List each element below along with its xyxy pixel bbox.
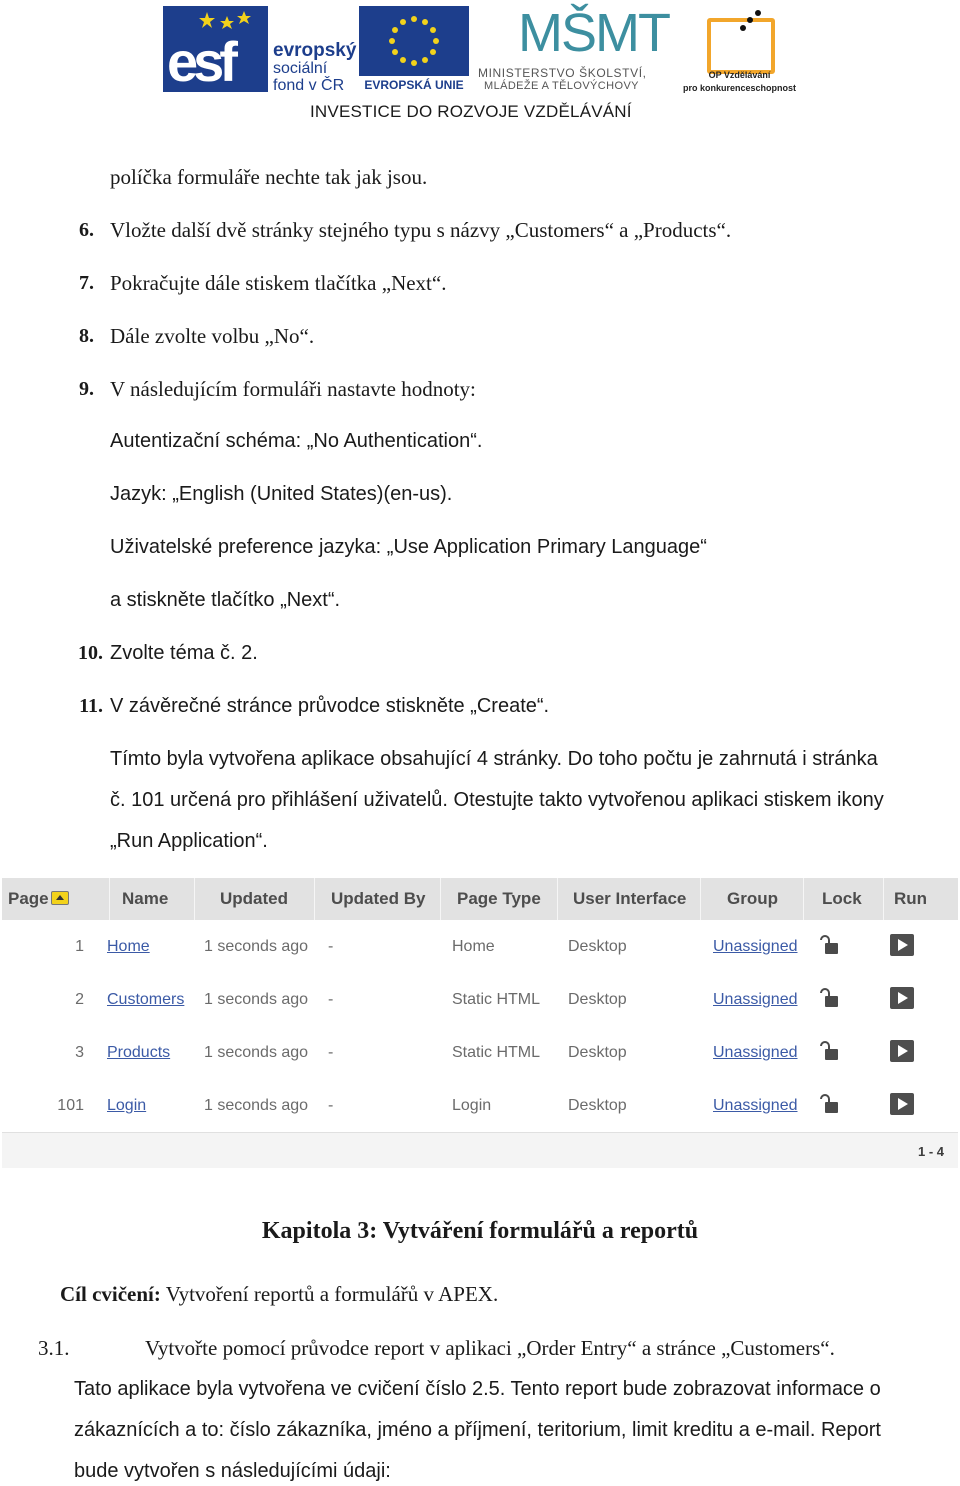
cell-group-link[interactable]: Unassigned xyxy=(713,1097,798,1114)
step-9-press-next: a stiskněte tlačítko „Next“. xyxy=(110,589,341,611)
eu-label: EVROPSKÁ UNIE xyxy=(364,78,464,92)
column-header-updated[interactable]: Updated xyxy=(195,878,315,920)
dots-icon xyxy=(737,6,767,36)
cell-updated: 1 seconds ago xyxy=(204,991,309,1008)
step-9-auth-scheme: Autentizační schéma: „No Authentication“. xyxy=(110,430,483,452)
cell-updated: 1 seconds ago xyxy=(204,1044,309,1061)
step-11-number: 11. xyxy=(79,695,103,717)
table-header xyxy=(2,878,958,921)
cell-updated-by: - xyxy=(328,991,334,1008)
padlock-icon[interactable] xyxy=(818,934,840,956)
exercise-goal-label: Cíl cvičení: xyxy=(60,1282,161,1306)
cell-updated-by: - xyxy=(328,938,334,955)
column-header-group[interactable]: Group xyxy=(701,878,804,920)
step-7-text: Pokračujte dále stiskem tlačítka „Next“. xyxy=(110,271,447,295)
cell-group-link[interactable]: Unassigned xyxy=(713,1044,798,1061)
step-6-text: Vložte další dvě stránky stejného typu s názvy „Customers“ a „Products“. xyxy=(110,218,732,242)
eu-logo xyxy=(359,6,469,92)
cell-updated-by: - xyxy=(328,1044,334,1061)
step-9-language: Jazyk: „English (United States)(en-us). xyxy=(110,483,453,505)
cell-user-interface: Desktop xyxy=(568,1097,627,1114)
chapter-title: Kapitola 3: Vytváření formulářů a reportů xyxy=(261,1218,699,1244)
cell-updated-by: - xyxy=(328,1097,334,1114)
cell-updated: 1 seconds ago xyxy=(204,1097,309,1114)
column-header-user-interface[interactable]: User Interface xyxy=(558,878,701,920)
pagination-range: 1 - 4 xyxy=(917,1144,944,1159)
table-row xyxy=(2,1079,958,1133)
exercise-goal xyxy=(60,1281,498,1307)
step-9-language-preference: Uživatelské preference jazyka: „Use Application Primary Language“ xyxy=(110,536,707,558)
column-header-run[interactable]: Run xyxy=(894,889,928,908)
step-11-paragraph-line-3: „Run Application“. xyxy=(110,830,268,852)
cell-name-link[interactable]: Products xyxy=(107,1044,171,1061)
column-header-page-type[interactable]: Page Type xyxy=(441,878,558,920)
column-header-lock[interactable]: Lock xyxy=(804,878,884,920)
step-7-number: 7. xyxy=(79,272,94,294)
cell-name-link[interactable]: Customers xyxy=(107,991,185,1008)
section-number: 3.1. xyxy=(38,1336,70,1360)
cell-page: 101 xyxy=(57,1097,84,1114)
column-header-name[interactable]: Name xyxy=(110,878,195,920)
sort-ascending-icon[interactable] xyxy=(51,891,69,905)
exercise-goal-text: Vytvoření reportů a formulářů v APEX. xyxy=(160,1282,499,1306)
section-line-3: bude vytvořen s následujícími údaji: xyxy=(74,1460,391,1482)
cell-user-interface: Desktop xyxy=(568,991,627,1008)
column-header-page[interactable]: Page xyxy=(2,878,110,920)
apex-pages-table xyxy=(2,878,958,1168)
cell-name-link[interactable]: Login xyxy=(107,1097,147,1114)
banner-caption: INVESTICE DO ROZVOJE VZDĚLÁVÁNÍ xyxy=(310,102,632,121)
msmt-logo xyxy=(478,4,668,94)
step-11-paragraph-line-2: č. 101 určená pro přihlášení uživatelů. Otestujte takto vytvořenou aplikaci stiskem ikony xyxy=(110,789,884,811)
esf-mark: esf xyxy=(167,30,233,93)
cell-page: 3 xyxy=(75,1044,84,1061)
cell-user-interface: Desktop xyxy=(568,938,627,955)
msmt-line-2: MLÁDEŽE A TĚLOVÝCHOVY xyxy=(484,80,639,92)
step-10-number: 10. xyxy=(78,642,103,664)
play-icon[interactable] xyxy=(890,1093,914,1115)
step-11-text: V závěrečné stránce průvodce stiskněte „Create“. xyxy=(110,695,550,717)
esf-logo xyxy=(163,6,357,94)
cell-page: 1 xyxy=(75,938,84,955)
cell-updated: 1 seconds ago xyxy=(204,938,309,955)
cell-user-interface: Desktop xyxy=(568,1044,627,1061)
play-icon[interactable] xyxy=(890,934,914,956)
step-6-number: 6. xyxy=(79,219,94,241)
section-line-1: Tato aplikace byla vytvořena ve cvičení číslo 2.5. Tento report bude zobrazovat informace o xyxy=(74,1378,881,1400)
step-9-text: V následujícím formuláři nastavte hodnoty: xyxy=(110,377,476,401)
padlock-icon[interactable] xyxy=(818,1040,840,1062)
play-icon[interactable] xyxy=(890,987,914,1009)
msmt-mark: MŠMT xyxy=(518,3,669,63)
play-icon[interactable] xyxy=(890,1040,914,1062)
cell-page-type: Static HTML xyxy=(452,1044,541,1061)
cell-group-link[interactable]: Unassigned xyxy=(713,991,798,1008)
cell-page: 2 xyxy=(75,991,84,1008)
step-10-text: Zvolte téma č. 2. xyxy=(110,642,258,664)
esf-caption: evropský sociální fond v ČR xyxy=(273,40,357,94)
step-8-text: Dále zvolte volbu „No“. xyxy=(110,324,315,348)
padlock-icon[interactable] xyxy=(818,987,840,1009)
table-row xyxy=(2,1026,958,1080)
op-line-1: OP Vzdělávání xyxy=(708,70,771,80)
msmt-line-1: MINISTERSTVO ŠKOLSTVÍ, xyxy=(478,66,647,80)
op-line-2: pro konkurenceschopnost xyxy=(682,83,797,93)
step-11-paragraph-line-1: Tímto byla vytvořena aplikace obsahující 4 stránky. Do toho počtu je zahrnutá i stránka xyxy=(110,748,878,770)
step-5-continuation: políčka formuláře nechte tak jak jsou. xyxy=(110,165,428,189)
table-row xyxy=(2,973,958,1027)
padlock-icon[interactable] xyxy=(818,1093,840,1115)
section-line-2: zákaznících a to: číslo zákazníka, jméno a příjmení, teritorium, limit kreditu a e-mail. Report xyxy=(74,1419,881,1441)
eu-flag-icon xyxy=(359,6,469,76)
cell-page-type: Login xyxy=(452,1097,492,1114)
step-9-number: 9. xyxy=(79,378,94,400)
op-logo xyxy=(677,4,802,94)
section-text: Vytvořte pomocí průvodce report v aplikaci „Order Entry“ a stránce „Customers“. xyxy=(145,1336,835,1360)
esf-logo-box xyxy=(163,6,268,92)
cell-page-type: Static HTML xyxy=(452,991,541,1008)
cell-page-type: Home xyxy=(452,938,495,955)
table-row xyxy=(2,920,958,974)
step-8-number: 8. xyxy=(79,325,94,347)
cell-group-link[interactable]: Unassigned xyxy=(713,938,798,955)
cell-name-link[interactable]: Home xyxy=(107,938,150,955)
column-header-updated-by[interactable]: Updated By xyxy=(315,878,441,920)
